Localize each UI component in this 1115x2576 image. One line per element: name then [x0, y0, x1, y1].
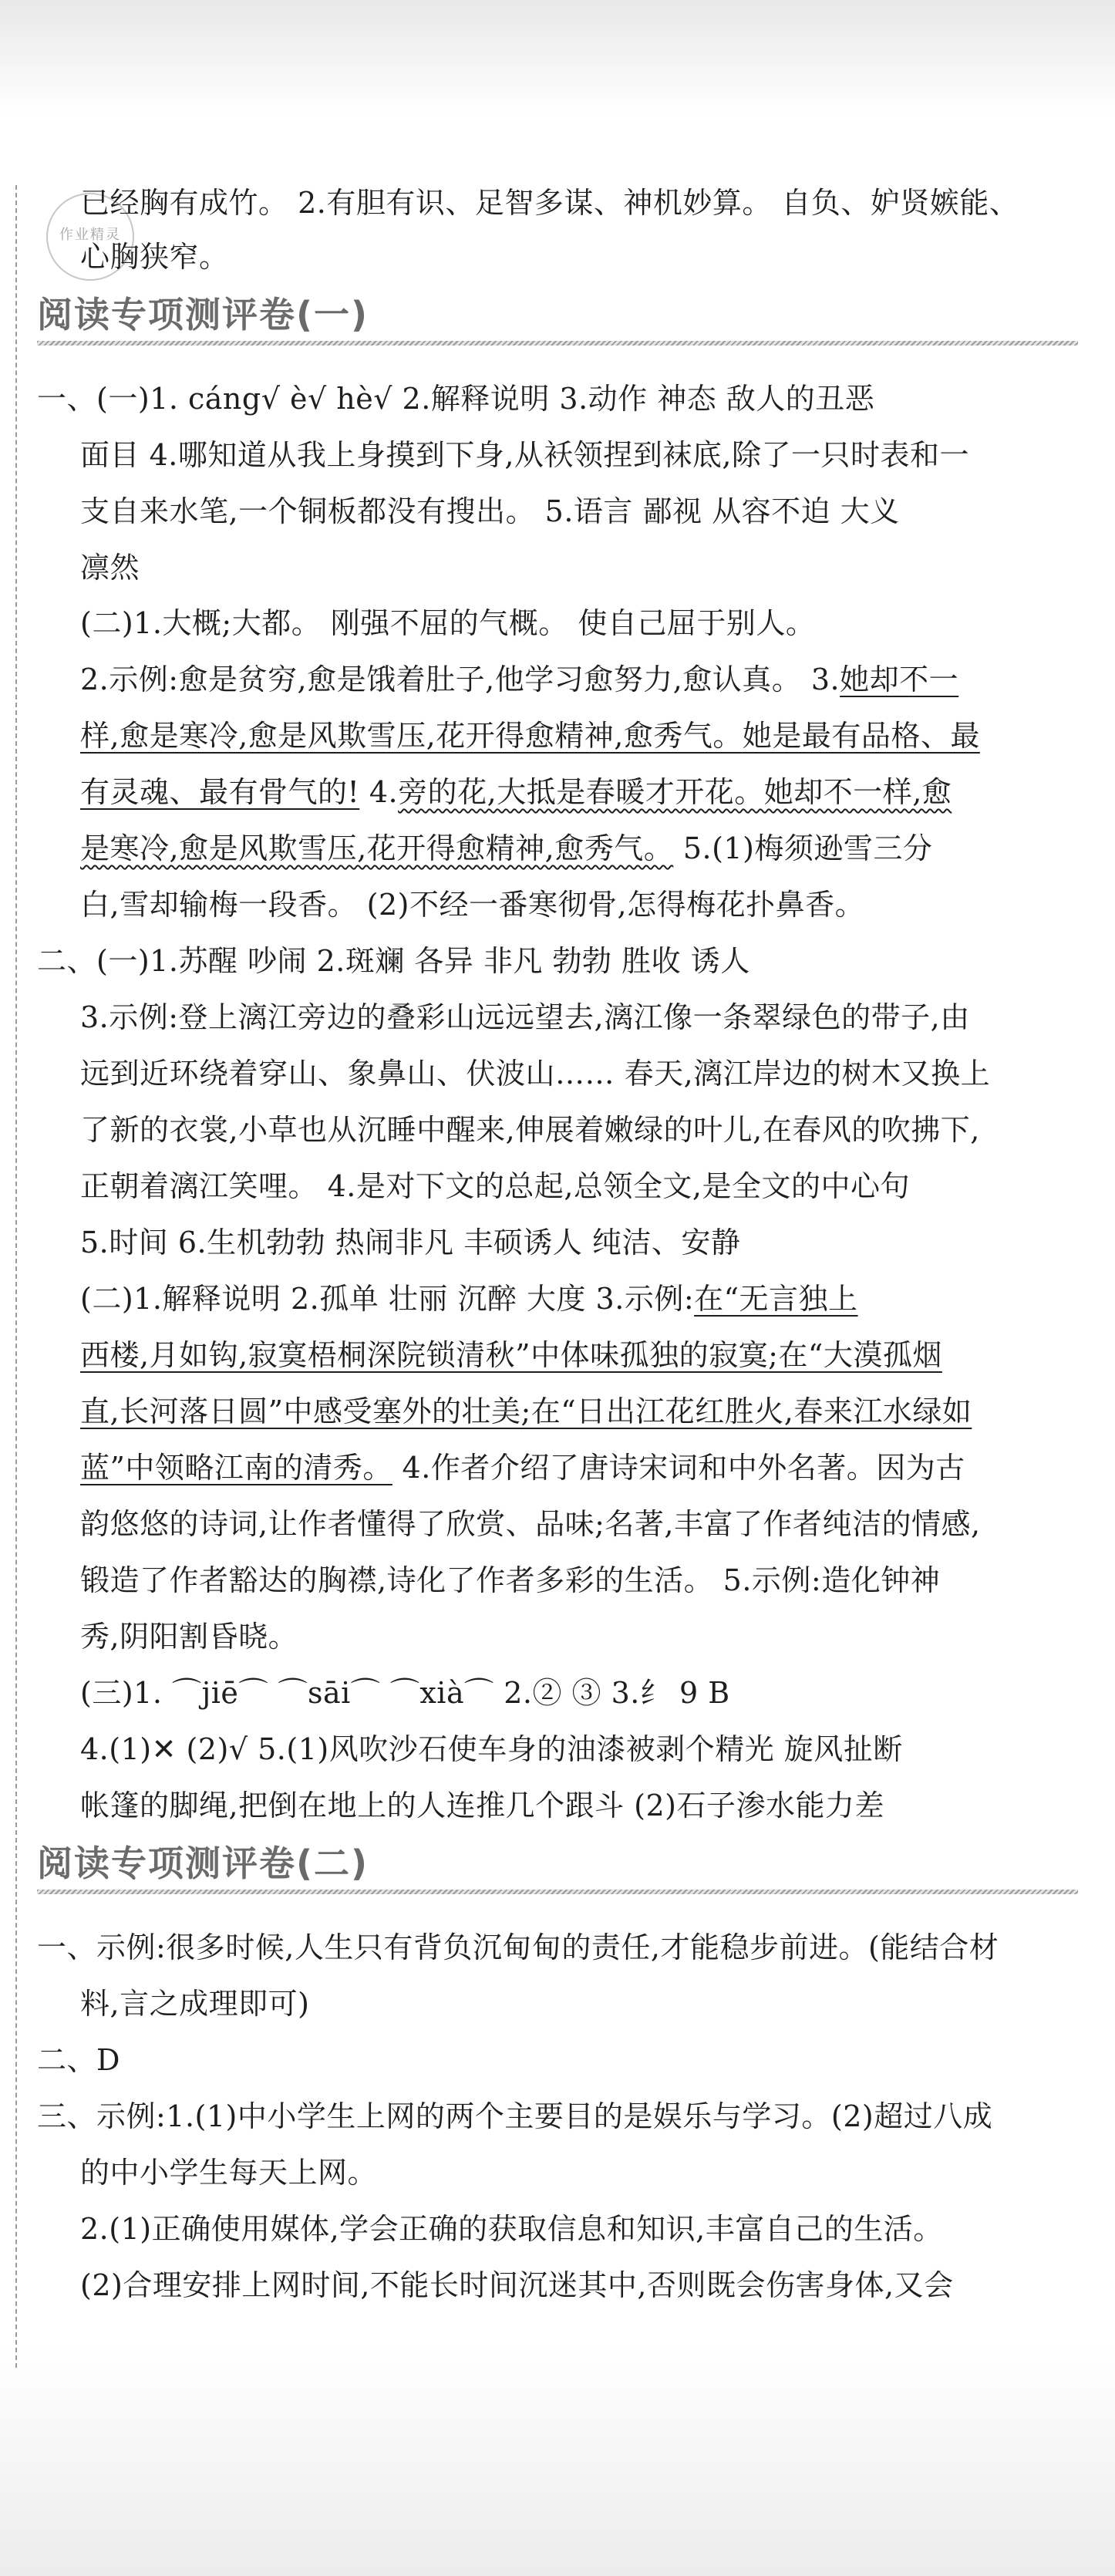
- underlined-text: 蓝”中领略江南的清秀。: [80, 1451, 392, 1485]
- text: 4.: [359, 775, 399, 809]
- underlined-text: 有灵魂、最有骨气的!: [80, 775, 360, 809]
- s1-line-21: 韵悠悠的诗词,让作者懂得了欣赏、品味;名著,丰富了作者纯洁的情感,: [80, 1507, 981, 1541]
- s2-line-5: 的中小学生每天上网。: [80, 2156, 378, 2190]
- s1-line-13: 远到近环绕着穿山、象鼻山、伏波山…… 春天,漓江岸边的树木又换上: [80, 1057, 991, 1091]
- s1-line-20: [80, 1448, 965, 1487]
- page-top-shading: [0, 0, 1115, 116]
- s1-line-14: 了新的衣裳,小草也从沉睡中醒来,伸展着嫩绿的叶儿,在春风的吹拂下,: [80, 1113, 980, 1147]
- s1-line-19: 直,长河落日圆”中感受塞外的壮美;在“日出江花红胜火,春来江水绿如: [80, 1394, 972, 1428]
- text: 5.(1)梅须逊雪三分: [673, 831, 933, 865]
- section-title-2: 阅读专项测评卷(二): [37, 1843, 369, 1884]
- underlined-text: 样,愈是寒冷,愈是风欺雪压,花开得愈精神,愈秀气。: [80, 719, 743, 753]
- s1-line-18: 西楼,月如钩,寂寞梧桐深院锁清秋”中体味孤独的寂寞;在“大漠孤烟: [80, 1338, 942, 1372]
- text: (二)1.解释说明 2.孤单 壮丽 沉醉 大度 3.示例:: [80, 1282, 695, 1316]
- s1-line-5: (二)1.大概;大都。 刚强不屈的气概。 使自己屈于别人。: [80, 606, 816, 640]
- section-title-1: 阅读专项测评卷(一): [37, 294, 369, 335]
- s2-line-7: (2)合理安排上网时间,不能长时间沉迷其中,否则既会伤害身体,又会: [80, 2268, 954, 2302]
- s1-line-3: 支自来水笔,一个铜板都没有搜出。 5.语言 鄙视 从容不迫 大义: [80, 494, 900, 528]
- s2-line-3: 二、D: [37, 2043, 120, 2077]
- binding-margin-line: [15, 185, 17, 2368]
- s1-line-22: 锻造了作者豁达的胸襟,诗化了作者多彩的生活。 5.示例:造化钟神: [80, 1563, 941, 1597]
- s1-line-17: [80, 1280, 858, 1318]
- stamp-text: 作业精灵: [59, 227, 121, 243]
- s1-line-24: (三)1. ⌒jiē⌒ ⌒sāi⌒ ⌒xià⌒ 2.② ③ 3.纟 9 B: [80, 1676, 730, 1710]
- wavy-underlined-text: 旁的花,大抵是春暖才开花。她却不一样,愈: [398, 775, 952, 809]
- s1-line-10: 白,雪却输梅一段香。 (2)不经一番寒彻骨,怎得梅花扑鼻香。: [80, 888, 865, 922]
- section-rule-1: [37, 341, 1078, 346]
- underlined-text: 她却不一: [840, 663, 959, 696]
- s1-line-2: 面目 4.哪知道从我上身摸到下身,从袄领捏到袜底,除了一只时表和一: [80, 438, 969, 472]
- s1-line-8: [80, 773, 952, 811]
- s1-line-9: [80, 829, 932, 868]
- s1-line-6: [80, 660, 958, 699]
- intro-line-1: 已经胸有成竹。 2.有胆有识、足智多谋、神机妙算。 自负、妒贤嫉能、: [80, 186, 1019, 220]
- s1-line-7: [80, 716, 980, 755]
- intro-line-2: 心胸狭窄。: [80, 240, 229, 274]
- page-bottom-shading: [0, 2345, 1115, 2576]
- s1-line-23: 秀,阴阳割昏晓。: [80, 1620, 298, 1654]
- underlined-text: 她是最有品格、最: [742, 719, 980, 753]
- s2-line-6: 2.(1)正确使用媒体,学会正确的获取信息和知识,丰富自己的生活。: [80, 2212, 943, 2246]
- s1-line-26: 帐篷的脚绳,把倒在地上的人连推几个跟斗 (2)石子渗水能力差: [80, 1789, 884, 1822]
- section-rule-2: [37, 1890, 1078, 1894]
- s2-line-1: 一、示例:很多时候,人生只有背负沉甸甸的责任,才能稳步前进。(能结合材: [37, 1930, 999, 1964]
- s1-line-4: 凛然: [80, 551, 140, 585]
- s1-line-11: 二、(一)1.苏醒 吵闹 2.斑斓 各异 非凡 勃勃 胜收 诱人: [37, 944, 750, 978]
- s1-line-15: 正朝着漓江笑哩。 4.是对下文的总起,总领全文,是全文的中心句: [80, 1169, 910, 1203]
- s2-line-4: 三、示例:1.(1)中小学生上网的两个主要目的是娱乐与学习。(2)超过八成: [37, 2099, 993, 2133]
- underlined-text: 在“无言独上: [694, 1282, 858, 1316]
- s2-line-2: 料,言之成理即可): [80, 1987, 310, 2021]
- text: 4.作者介绍了唐诗宋词和中外名著。因为古: [392, 1451, 965, 1485]
- s1-line-16: 5.时间 6.生机勃勃 热闹非凡 丰硕诱人 纯洁、安静: [80, 1226, 741, 1259]
- wavy-underlined-text: 是寒冷,愈是风欺雪压,花开得愈精神,愈秀气。: [80, 831, 674, 865]
- text: 2.示例:愈是贫穷,愈是饿着肚子,他学习愈努力,愈认真。 3.: [80, 663, 840, 696]
- s1-line-1: 一、(一)1. cáng√ è√ hè√ 2.解释说明 3.动作 神态 敌人的丑恶: [37, 382, 875, 416]
- s1-line-12: 3.示例:登上漓江旁边的叠彩山远远望去,漓江像一条翠绿色的带子,由: [80, 1000, 970, 1034]
- s1-line-25: 4.(1)✕ (2)√ 5.(1)风吹沙石使车身的油漆被剥个精光 旋风扯断: [80, 1732, 903, 1766]
